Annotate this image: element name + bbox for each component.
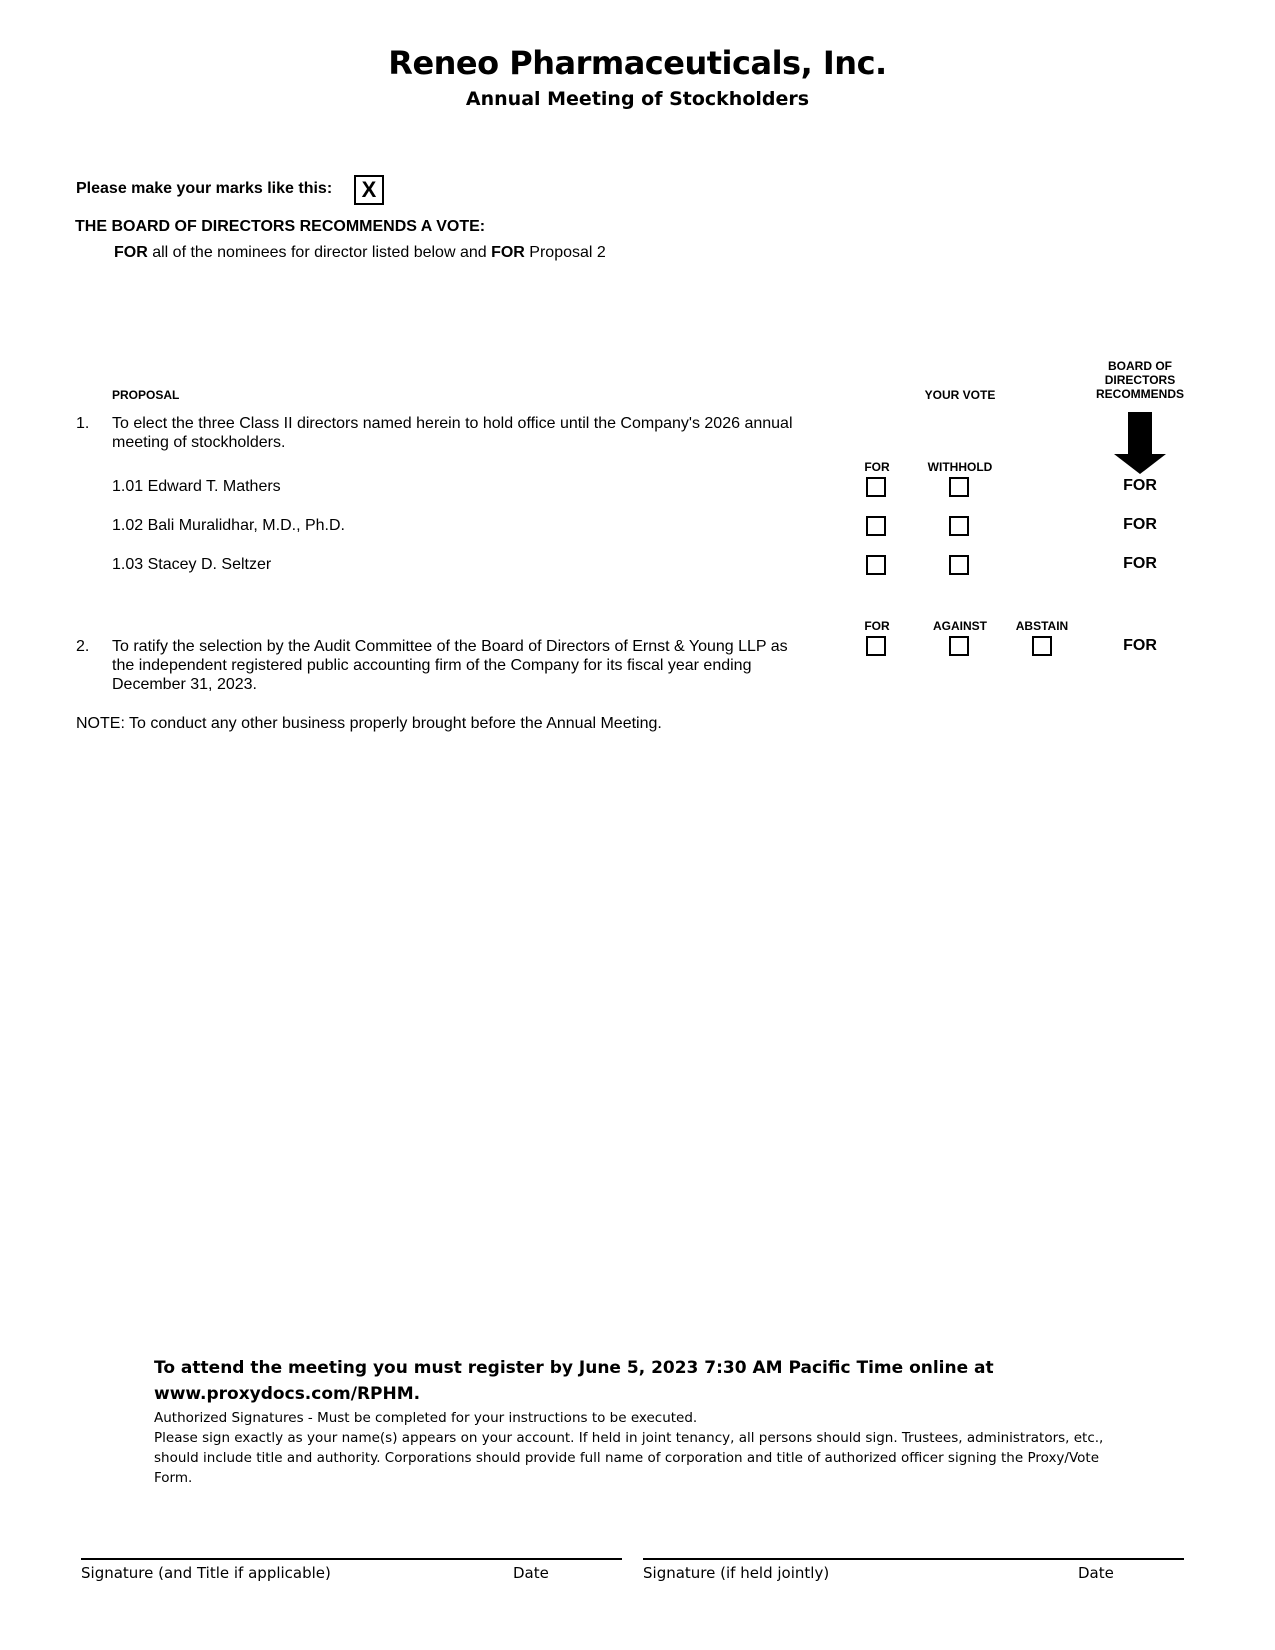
meeting-subtitle: Annual Meeting of Stockholders [465, 88, 810, 110]
board-recommends-heading: THE BOARD OF DIRECTORS RECOMMENDS A VOTE: [75, 218, 486, 235]
p2-abstain-header: ABSTAIN [1015, 619, 1069, 633]
date-2-label: Date [1078, 1564, 1114, 1582]
nominee-1-for-checkbox[interactable] [866, 477, 886, 497]
board-header-line1: BOARD OF [1108, 359, 1172, 373]
your-vote-header: YOUR VOTE [924, 388, 996, 402]
proposal-1-text [112, 414, 832, 452]
sign-instructions-text: Please sign exactly as your name(s) appears on your account. If held in joint tenancy, all persons should sign. Trustees, administrators, etc., should include title and authority. Corporations should provide full name of corporation and title of authorized officer signing the Proxy/Vote Form. [154, 1430, 1104, 1486]
proposal-2-abstain-checkbox[interactable] [1032, 636, 1052, 656]
rec-text-2: Proposal 2 [524, 244, 606, 261]
proposal-2-recommendation: FOR [1123, 637, 1157, 654]
nominee-2-withhold-checkbox[interactable] [949, 516, 969, 536]
p2-against-header: AGAINST [933, 619, 987, 633]
proposal-2-text-line3: December 31, 2023. [112, 676, 257, 693]
proposal-header: PROPOSAL [112, 388, 180, 402]
rec-text-1: all of the nominees for director listed below and [147, 244, 492, 261]
company-title: Reneo Pharmaceuticals, Inc. [388, 44, 887, 82]
board-recommends-header [1080, 359, 1200, 401]
p1-withhold-header: WITHHOLD [927, 460, 993, 474]
board-recommendation-line [114, 244, 606, 262]
signing-instructions [154, 1408, 1134, 1488]
proposal-1-text-line2: meeting of stockholders. [112, 434, 286, 451]
proposal-2-text [112, 637, 832, 694]
marks-instruction: Please make your marks like this: [76, 180, 333, 197]
nominee-1-label: 1.01 Edward T. Mathers [112, 478, 281, 495]
authorized-signatures-line: Authorized Signatures - Must be completed for your instructions to be executed. [154, 1410, 698, 1426]
registration-notice [154, 1355, 1154, 1407]
date-1-label: Date [513, 1564, 549, 1582]
down-arrow-icon [1114, 412, 1166, 474]
nominee-2-recommendation: FOR [1123, 516, 1157, 533]
board-header-line3: RECOMMENDS [1095, 387, 1184, 401]
nominee-3-recommendation: FOR [1123, 555, 1157, 572]
registration-line2: www.proxydocs.com/RPHM. [154, 1384, 421, 1404]
signature-line-1[interactable] [81, 1558, 622, 1560]
board-header-line2: DIRECTORS [1104, 373, 1176, 387]
proposal-1-number: 1. [76, 415, 90, 432]
p1-for-header: FOR [864, 460, 890, 474]
proposal-2-text-line1: To ratify the selection by the Audit Committee of the Board of Directors of Ernst & Young LLP as [112, 638, 788, 655]
p2-for-header: FOR [864, 619, 890, 633]
rec-for-2: FOR [491, 244, 525, 261]
signature-1-label: Signature (and Title if applicable) [81, 1564, 331, 1582]
proposal-2-text-line2: the independent registered public accounting firm of the Company for its fiscal year ending [112, 657, 752, 674]
proposal-2-for-checkbox[interactable] [866, 636, 886, 656]
registration-line1: To attend the meeting you must register by June 5, 2023 7:30 AM Pacific Time online at [154, 1358, 994, 1378]
note-text: NOTE: To conduct any other business properly brought before the Annual Meeting. [76, 715, 662, 732]
nominee-3-for-checkbox[interactable] [866, 555, 886, 575]
nominee-2-label: 1.02 Bali Muralidhar, M.D., Ph.D. [112, 517, 345, 534]
nominee-3-label: 1.03 Stacey D. Seltzer [112, 556, 272, 573]
signature-2-label: Signature (if held jointly) [643, 1564, 830, 1582]
nominee-1-recommendation: FOR [1123, 477, 1157, 494]
proposal-1-text-line1: To elect the three Class II directors named herein to hold office until the Company's 2026 annual [112, 415, 793, 432]
rec-for-1: FOR [114, 244, 148, 261]
nominee-1-withhold-checkbox[interactable] [949, 477, 969, 497]
nominee-3-withhold-checkbox[interactable] [949, 555, 969, 575]
nominee-2-for-checkbox[interactable] [866, 516, 886, 536]
proposal-2-against-checkbox[interactable] [949, 636, 969, 656]
proposal-2-number: 2. [76, 638, 90, 655]
signature-line-2[interactable] [643, 1558, 1184, 1560]
mark-example-box: X [354, 175, 384, 205]
